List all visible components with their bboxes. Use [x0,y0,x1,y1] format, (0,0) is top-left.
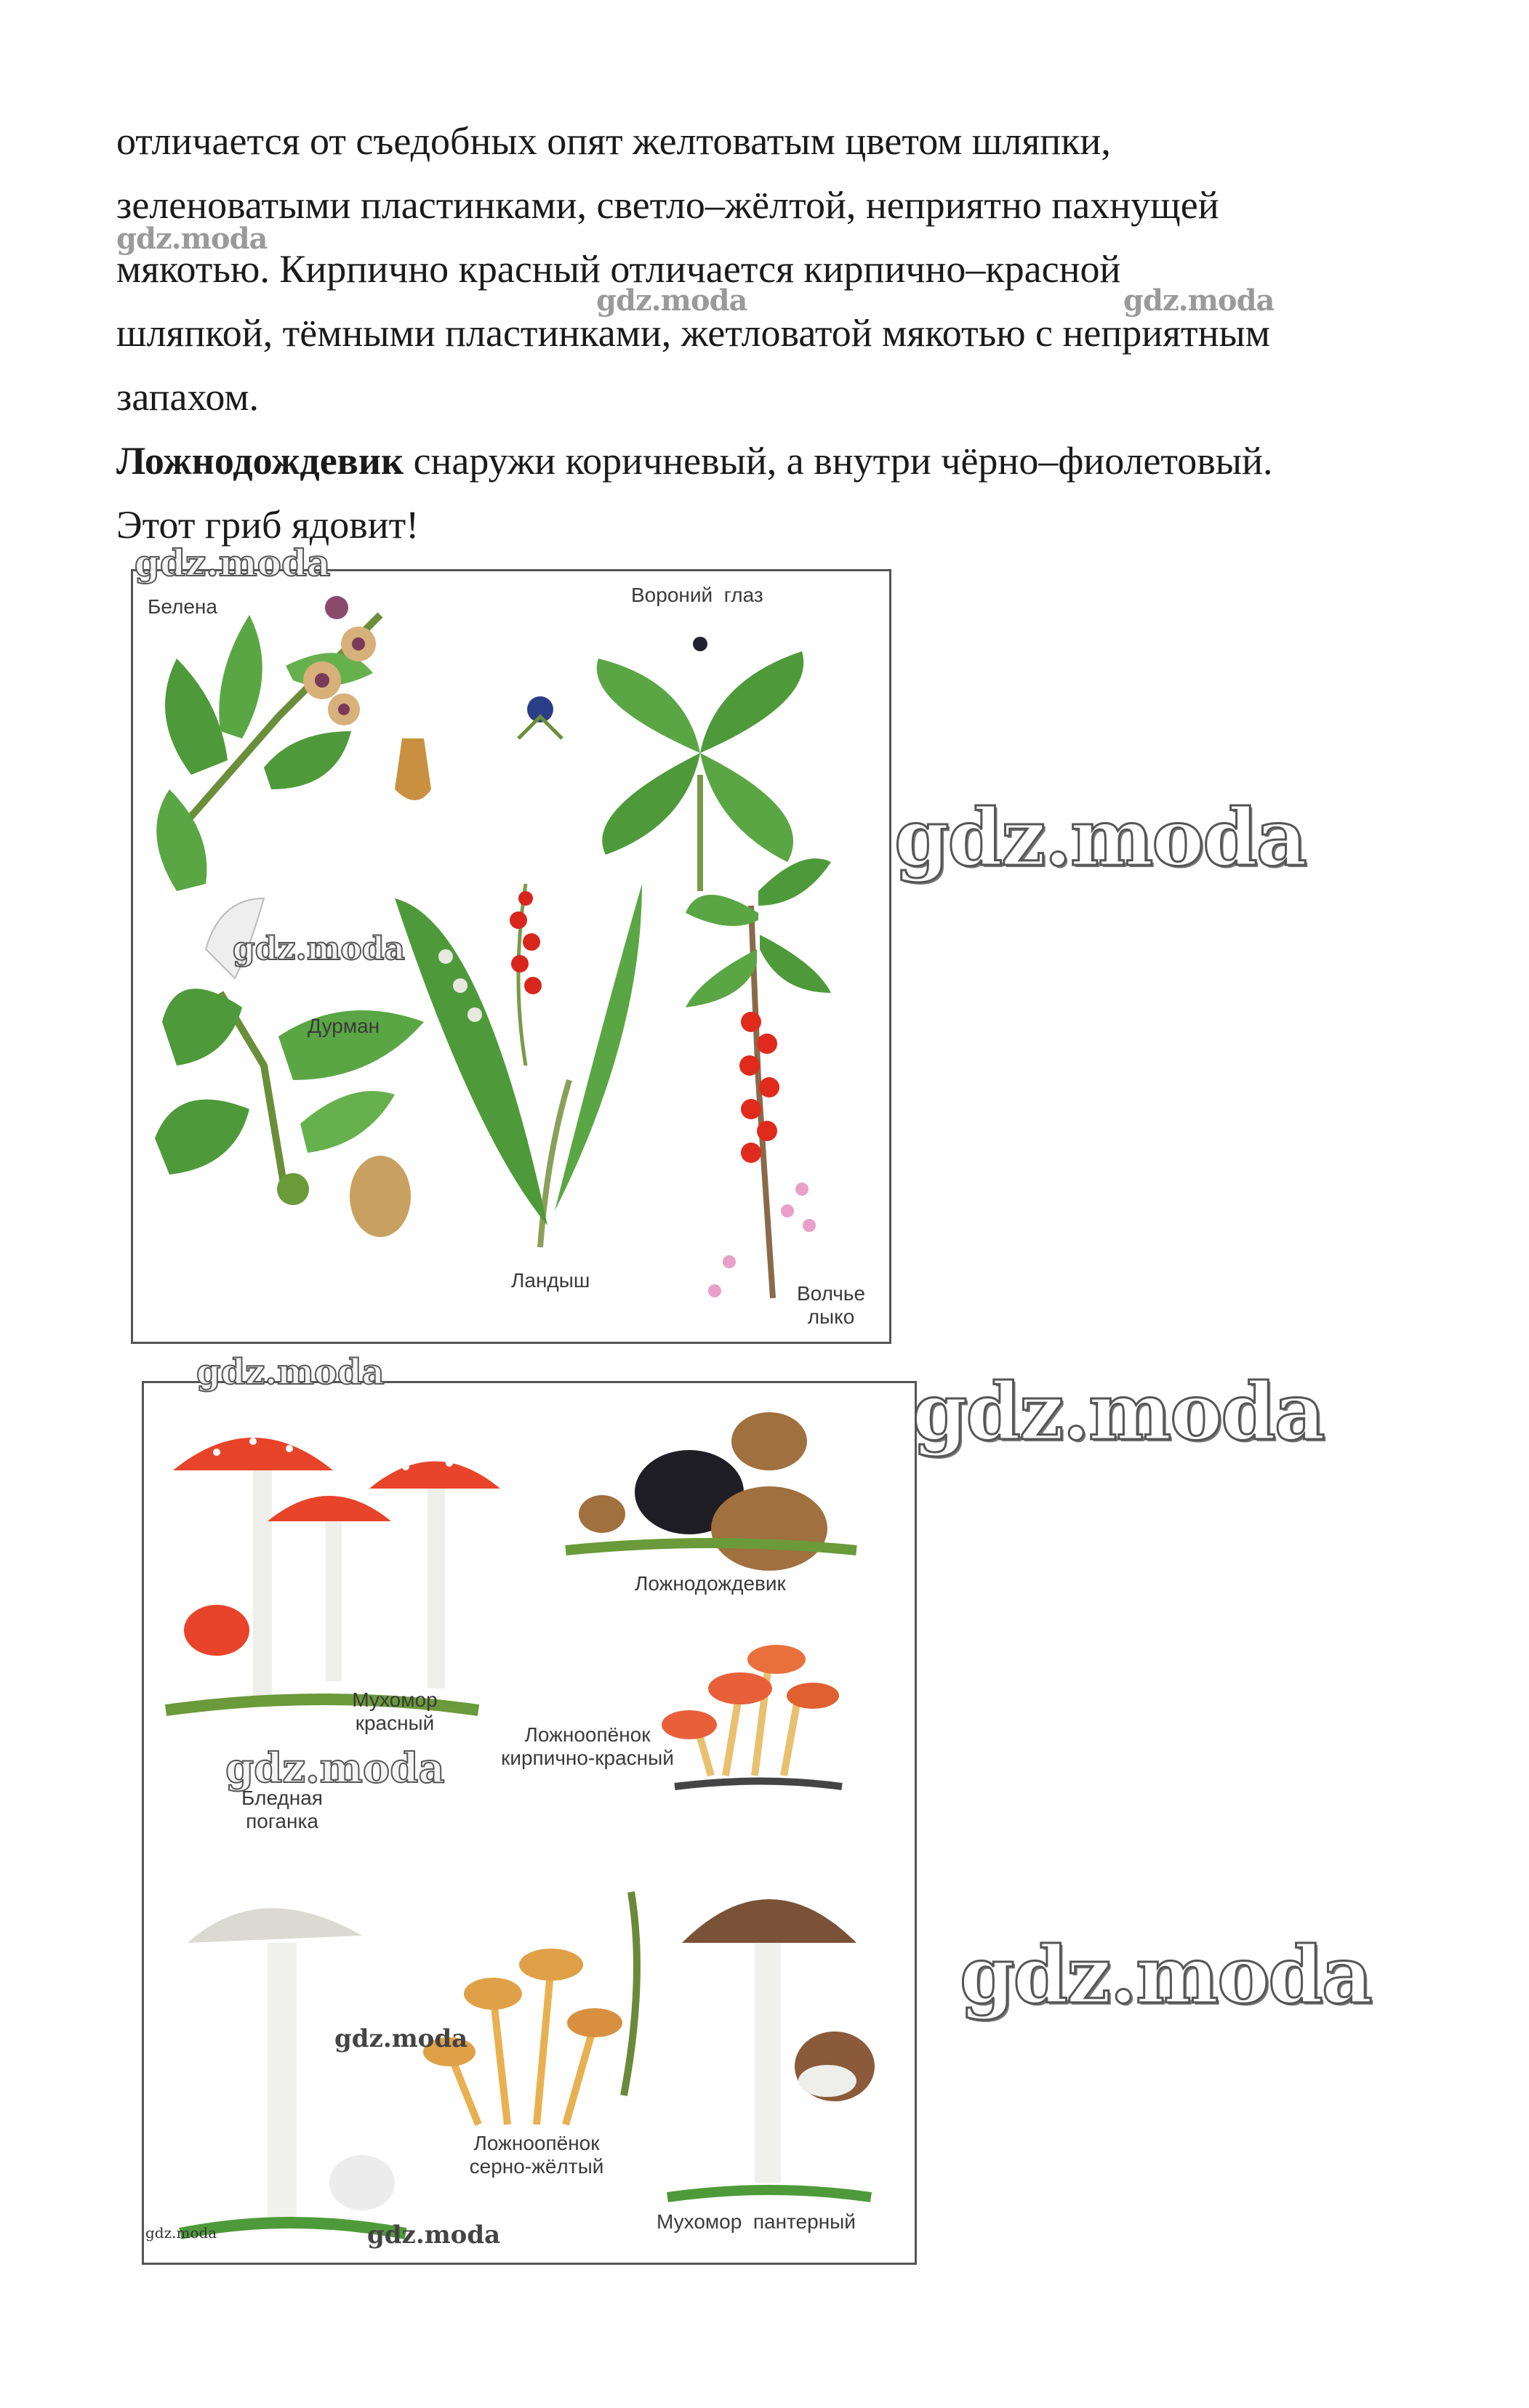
watermark: gdz.moda [334,2024,468,2053]
watermark: gdz.moda [225,1744,445,1792]
text-line-3: мякотью. Кирпично красный отличается кирпично–красной [116,247,1121,291]
label-lozhnoopenok-sz-line2: серно-жёлтый [469,2155,604,2178]
label-volchye-lyko-line1: Волчье [796,1282,866,1305]
watermark: gdz.moda [367,2220,501,2250]
watermark: gdz.moda [912,1366,1324,1458]
label-lozhnoopenok-kk-line2: кирпично-красный [501,1747,674,1769]
landysh-plant [395,884,642,1247]
watermark: gdz.moda [233,930,406,967]
label-blednaya-line1: Бледная [241,1787,323,1809]
voroniy-glaz-plant [518,637,803,891]
text-line-2: зеленоватыми пластинками, светло–жёлтой, неприятно пахнущей [116,183,1219,227]
label-mukhomor-panterny: Мухомор пантерный [657,2210,856,2233]
text-line-7: Этот гриб ядовит! [116,503,420,547]
label-volchye-lyko [787,1282,875,1329]
watermark: gdz.moda [960,1930,1371,2021]
watermark: gdz.moda [116,222,268,256]
text-line-6-rest: снаружи коричневый, а внутри чёрно–фиолетовый. [404,439,1273,483]
text-line-4: шляпкой, тёмными пластинками, жетловатой мякотью с неприятным [116,311,1270,355]
text-line-1: отличается от съедобных опят желтоватым цветом шляпки, [116,119,1111,163]
watermark: gdz.moda [196,1352,385,1393]
label-volchye-lyko-line2: лыко [807,1305,855,1328]
label-lozhnoopenok-sz-line1: Ложноопёнок [473,2132,600,2154]
label-mukhomor-krasny-line1: Мухомор [352,1688,438,1711]
label-belena: Белена [148,595,217,618]
label-lozhnoopenok-serno-zhelty [449,2132,624,2178]
watermark: gdz.moda [894,792,1306,884]
label-blednaya-line2: поганка [246,1810,318,1832]
watermark: gdz.moda [596,283,747,318]
text-line-6 [116,429,1425,493]
belena-plant [156,596,431,891]
label-lozhnoopenok-kk-line1: Ложноопёнок [524,1723,651,1746]
watermark: gdz.moda [1123,283,1275,318]
watermark: gdz.moda [145,2224,217,2242]
label-durman: Дурман [308,1015,380,1037]
poisonous-mushrooms-figure [142,1381,917,2265]
label-lozhnodozhdevik: Ложнодождевик [635,1572,786,1595]
lozhnoopenok-serno-zhelty [423,1892,637,2125]
label-landysh: Ландыш [511,1269,590,1292]
text-line-5: запахом. [116,375,260,419]
text-block [116,109,1425,557]
label-mukhomor-krasny-line2: красный [355,1712,435,1734]
blednaya-poganka [180,1908,406,2234]
mukhomor-panterny [667,1899,875,2197]
label-mukhomor-krasny [337,1688,453,1735]
label-voroniy-glaz: Вороний глаз [631,584,763,606]
label-blednaya-poganka [231,1787,333,1833]
mukhomor-krasny [166,1438,500,1710]
lozhnodozhdevik [566,1412,856,1571]
watermark: gdz.moda [135,541,331,584]
volchye-lyko-plant [686,858,831,1298]
label-lozhnoopenok-kirpichno-krasny [486,1723,689,1770]
term-lozhnodozhdevik: Ложнодождевик [116,439,404,483]
